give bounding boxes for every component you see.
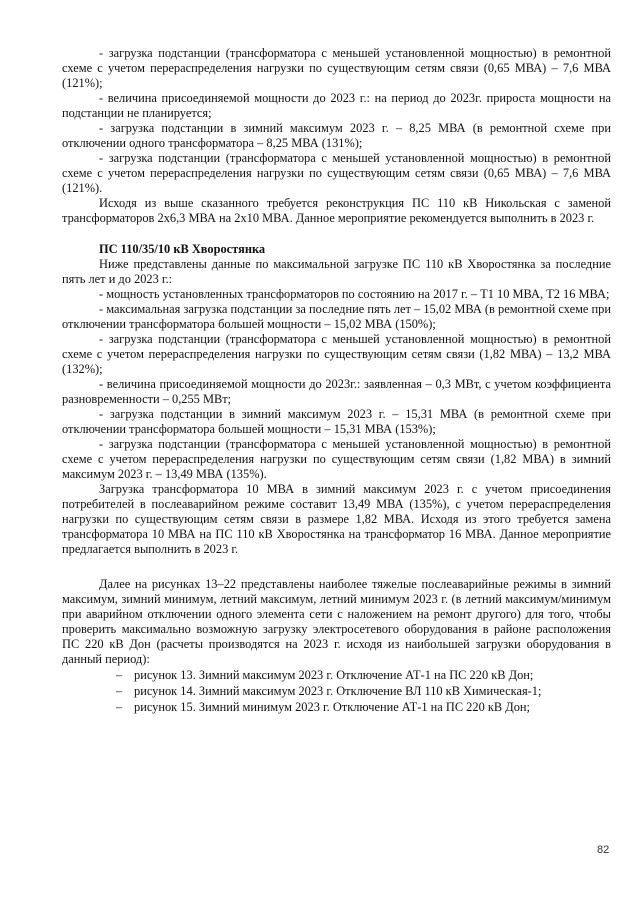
paragraph: - максимальная загрузка подстанции за последние пять лет – 15,02 МВА (в ремонтной схеме при отключении трансформатора большей мощности – 15,02 МВА (150%);	[62, 302, 611, 331]
paragraph: - загрузка подстанции (трансформатора с меньшей установленной мощностью) в ремонтной схеме с учетом перераспределения нагрузки по существующим сетям связи (0,65 МВА) – 7,6 МВА (121%).	[62, 151, 611, 195]
list-marker: –	[116, 668, 123, 682]
paragraph: Исходя из выше сказанного требуется реконструкция ПС 110 кВ Никольская с заменой трансформаторов 2х6,3 МВА на 2х10 МВА. Данное мероприятие рекомендуется выполнить в 2023 г.	[62, 196, 611, 225]
paragraph: - загрузка подстанции в зимний максимум 2023 г. – 15,31 МВА (в ремонтной схеме при отключении трансформатора большей мощности – 15,31 МВА (153%);	[62, 407, 611, 436]
list-marker: –	[116, 684, 123, 698]
paragraph: - загрузка подстанции (трансформатора с меньшей установленной мощностью) в ремонтной схеме с учетом перераспределения нагрузки по существующим сетям связи (1,82 МВА) в зимний максимум 2023 г. – 13,49 МВА (135%).	[62, 437, 611, 481]
list-marker: –	[116, 700, 123, 714]
paragraph: - мощность установленных трансформаторов по состоянию на 2017 г. – Т1 10 МВА, Т2 16 МВА;	[99, 287, 610, 301]
figure-reference-list	[62, 667, 611, 715]
paragraph: - величина присоединяемой мощности до 2023г.: заявленная – 0,3 МВт, с учетом коэффициента разновременности – 0,255 МВт;	[62, 377, 611, 406]
list-item	[62, 699, 611, 715]
list-item	[62, 667, 611, 683]
page-content	[62, 46, 611, 715]
list-item	[62, 683, 611, 699]
list-item-text: рисунок 14. Зимний максимум 2023 г. Отключение ВЛ 110 кВ Химическая-1;	[134, 684, 542, 698]
paragraph: - загрузка подстанции (трансформатора с меньшей установленной мощностью) в ремонтной схеме с учетом перераспределения нагрузки по существующим сетям связи (1,82 МВА) – 13,2 МВА (132%);	[62, 332, 611, 376]
paragraph: - загрузка подстанции (трансформатора с меньшей установленной мощностью) в ремонтной схеме с учетом перераспределения нагрузки по существующим сетям связи (0,65 МВА) – 7,6 МВА (121%);	[62, 46, 611, 90]
paragraph: - загрузка подстанции в зимний максимум 2023 г. – 8,25 МВА (в ремонтной схеме при отключении одного трансформатора – 8,25 МВА (131%);	[62, 121, 611, 150]
list-item-text: рисунок 15. Зимний минимум 2023 г. Отключение АТ-1 на ПС 220 кВ Дон;	[134, 700, 530, 714]
paragraph: Загрузка трансформатора 10 МВА в зимний максимум 2023 г. с учетом присоединения потребителей в послеаварийном режиме составит 13,49 МВА (135%), с учетом перераспределения нагрузки по существующим сетям связи в размере 1,82 МВА. Исходя из этого требуется замена трансформатора 10 МВА на ПС 110 кВ Хворостянка на трансформатор 16 МВА. Данное мероприятие предлагается выполнить в 2023 г.	[62, 482, 611, 556]
page-number: 82	[597, 844, 610, 856]
figures-intro-paragraph: Далее на рисунках 13–22 представлены наиболее тяжелые послеаварийные режимы в зимний максимум, зимний минимум, летний максимум, летний минимум 2023 г. (в летний максимум/минимум при аварийном отключении одного элемента сети с наложением на ремонт другого) для того, чтобы проверить максимально возможную загрузку электросетевого оборудования в районе расположения ПС 220 кВ Дон (расчеты производятся на 2023 г. исходя из наибольшей загрузки оборудования в данный период):	[62, 577, 611, 666]
section-heading: ПС 110/35/10 кВ Хворостянка	[99, 242, 266, 256]
paragraph: - величина присоединяемой мощности до 2023 г.: на период до 2023г. прироста мощности на подстанции не планируется;	[62, 91, 611, 120]
paragraph: Ниже представлены данные по максимальной загрузке ПС 110 кВ Хворостянка за последние пять лет и до 2023 г.:	[62, 257, 611, 286]
list-item-text: рисунок 13. Зимний максимум 2023 г. Отключение АТ-1 на ПС 220 кВ Дон;	[134, 668, 534, 682]
